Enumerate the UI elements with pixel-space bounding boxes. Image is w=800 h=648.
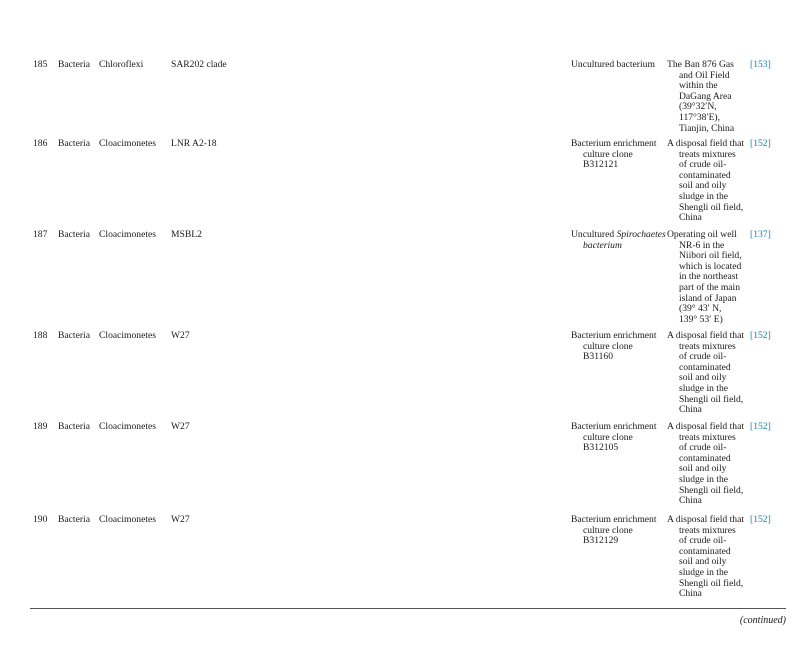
source-cell xyxy=(667,515,749,600)
class-cell: SAR202 clade xyxy=(171,59,227,70)
table-bottom-rule xyxy=(30,608,786,609)
organism-cell-line: B312129 xyxy=(583,535,619,547)
source-cell-line: contaminated xyxy=(679,169,731,181)
source-cell-line: Shengli oil field, xyxy=(679,393,744,405)
source-cell-line: in the northeast xyxy=(679,271,739,283)
source-cell xyxy=(667,422,749,507)
source-cell-line: Shengli oil field, xyxy=(679,577,744,589)
reference-link[interactable]: [153] xyxy=(750,59,771,70)
reference-link[interactable]: [152] xyxy=(750,138,771,149)
phylum-cell: Cloacimonetes xyxy=(99,138,157,149)
source-cell-line: 139° 53′ E) xyxy=(679,313,723,325)
organism-cell-line: B31160 xyxy=(583,351,614,363)
organism-cell-line: Bacterium enrichment xyxy=(571,138,657,149)
row-number: 185 xyxy=(33,59,48,70)
domain-cell: Bacteria xyxy=(58,421,90,432)
organism-cell-line: Bacterium enrichment xyxy=(571,330,657,341)
continued-label: (continued) xyxy=(739,615,786,626)
source-cell-line: soil and oily xyxy=(679,372,727,384)
class-cell: MSBL2 xyxy=(171,229,202,240)
source-cell-line: treats mixtures xyxy=(679,431,736,443)
organism-cell-line: B312105 xyxy=(583,442,619,454)
source-cell-line: A disposal field that xyxy=(667,514,745,525)
row-number: 189 xyxy=(33,421,48,432)
domain-cell: Bacteria xyxy=(58,330,90,341)
source-cell-line: NR-6 in the xyxy=(679,239,725,251)
source-cell-line: China xyxy=(679,495,702,507)
source-cell-line: China xyxy=(679,588,702,600)
source-cell-line: Shengli oil field, xyxy=(679,201,744,213)
phylum-cell: Cloacimonetes xyxy=(99,330,157,341)
source-cell-line: of crude oil- xyxy=(679,535,727,547)
source-cell-line: soil and oily xyxy=(679,180,727,192)
domain-cell: Bacteria xyxy=(58,59,90,70)
organism-cell-line: Bacterium enrichment xyxy=(571,514,657,525)
source-cell-line: of crude oil- xyxy=(679,442,727,454)
source-cell-line: island of Japan xyxy=(679,292,737,304)
source-cell-line: Operating oil well xyxy=(667,229,737,240)
source-cell-line: contaminated xyxy=(679,361,731,373)
reference-link[interactable]: [137] xyxy=(750,229,771,240)
domain-cell: Bacteria xyxy=(58,138,90,149)
source-cell-line: The Ban 876 Gas xyxy=(667,59,734,70)
organism-cell-line: culture clone xyxy=(583,431,633,443)
source-cell xyxy=(667,60,749,134)
class-cell: W27 xyxy=(171,514,190,525)
organism-cell xyxy=(571,229,666,251)
source-cell-line: soil and oily xyxy=(679,463,727,475)
source-cell-line: Shengli oil field, xyxy=(679,484,744,496)
row-number: 186 xyxy=(33,138,48,149)
source-cell-line: treats mixtures xyxy=(679,148,736,160)
organism-cell-line: culture clone xyxy=(583,524,633,536)
organism-cell-line: B312121 xyxy=(583,159,619,171)
source-cell-line: Niibori oil field, xyxy=(679,250,742,262)
reference-link[interactable]: [152] xyxy=(750,421,771,432)
domain-cell: Bacteria xyxy=(58,514,90,525)
phylum-cell: Chloroflexi xyxy=(99,59,144,70)
source-cell-line: contaminated xyxy=(679,452,731,464)
source-cell-line: sludge in the xyxy=(679,473,729,485)
organism-cell-line: bacterium xyxy=(583,239,622,251)
source-cell-line: China xyxy=(679,404,702,416)
source-cell-line: sludge in the xyxy=(679,382,729,394)
organism-cell xyxy=(571,139,663,171)
class-cell: W27 xyxy=(171,421,190,432)
source-cell-line: of crude oil- xyxy=(679,159,727,171)
source-cell-line: China xyxy=(679,212,702,224)
organism-cell-line: Bacterium enrichment xyxy=(571,421,657,432)
organism-cell-line: culture clone xyxy=(583,340,633,352)
class-cell: LNR A2-18 xyxy=(171,138,217,149)
source-cell-line: (39°32′N, xyxy=(679,101,717,113)
organism-cell xyxy=(571,331,663,363)
source-cell-line: which is located xyxy=(679,260,742,272)
source-cell-line: A disposal field that xyxy=(667,421,745,432)
source-cell-line: and Oil Field xyxy=(679,69,730,81)
row-number: 187 xyxy=(33,229,48,240)
source-cell-line: DaGang Area xyxy=(679,90,732,102)
organism-cell xyxy=(571,515,663,547)
source-cell xyxy=(667,331,749,416)
organism-cell-line: culture clone xyxy=(583,148,633,160)
organism-cell-line: Uncultured bacterium xyxy=(571,59,655,70)
source-cell-line: treats mixtures xyxy=(679,524,736,536)
source-cell xyxy=(667,139,749,224)
source-cell-line: treats mixtures xyxy=(679,340,736,352)
source-cell-line: soil and oily xyxy=(679,556,727,568)
phylum-cell: Cloacimonetes xyxy=(99,514,157,525)
phylum-cell: Cloacimonetes xyxy=(99,229,157,240)
source-cell-line: 117°38′E), xyxy=(679,111,721,123)
reference-link[interactable]: [152] xyxy=(750,514,771,525)
source-cell xyxy=(667,230,749,325)
source-cell-line: A disposal field that xyxy=(667,138,745,149)
class-cell: W27 xyxy=(171,330,190,341)
source-cell-line: of crude oil- xyxy=(679,351,727,363)
source-cell-line: A disposal field that xyxy=(667,330,745,341)
organism-cell-line: Uncultured Spirochaetes xyxy=(571,229,666,240)
phylum-cell: Cloacimonetes xyxy=(99,421,157,432)
domain-cell: Bacteria xyxy=(58,229,90,240)
source-cell-line: contaminated xyxy=(679,545,731,557)
row-number: 188 xyxy=(33,330,48,341)
organism-cell xyxy=(571,422,663,454)
source-cell-line: part of the main xyxy=(679,281,741,293)
row-number: 190 xyxy=(33,514,48,525)
source-cell-line: (39° 43′ N, xyxy=(679,303,722,315)
organism-cell xyxy=(571,60,663,71)
source-cell-line: sludge in the xyxy=(679,190,729,202)
source-cell-line: sludge in the xyxy=(679,566,729,578)
source-cell-line: Tianjin, China xyxy=(679,122,735,134)
reference-link[interactable]: [152] xyxy=(750,330,771,341)
source-cell-line: within the xyxy=(679,80,718,92)
